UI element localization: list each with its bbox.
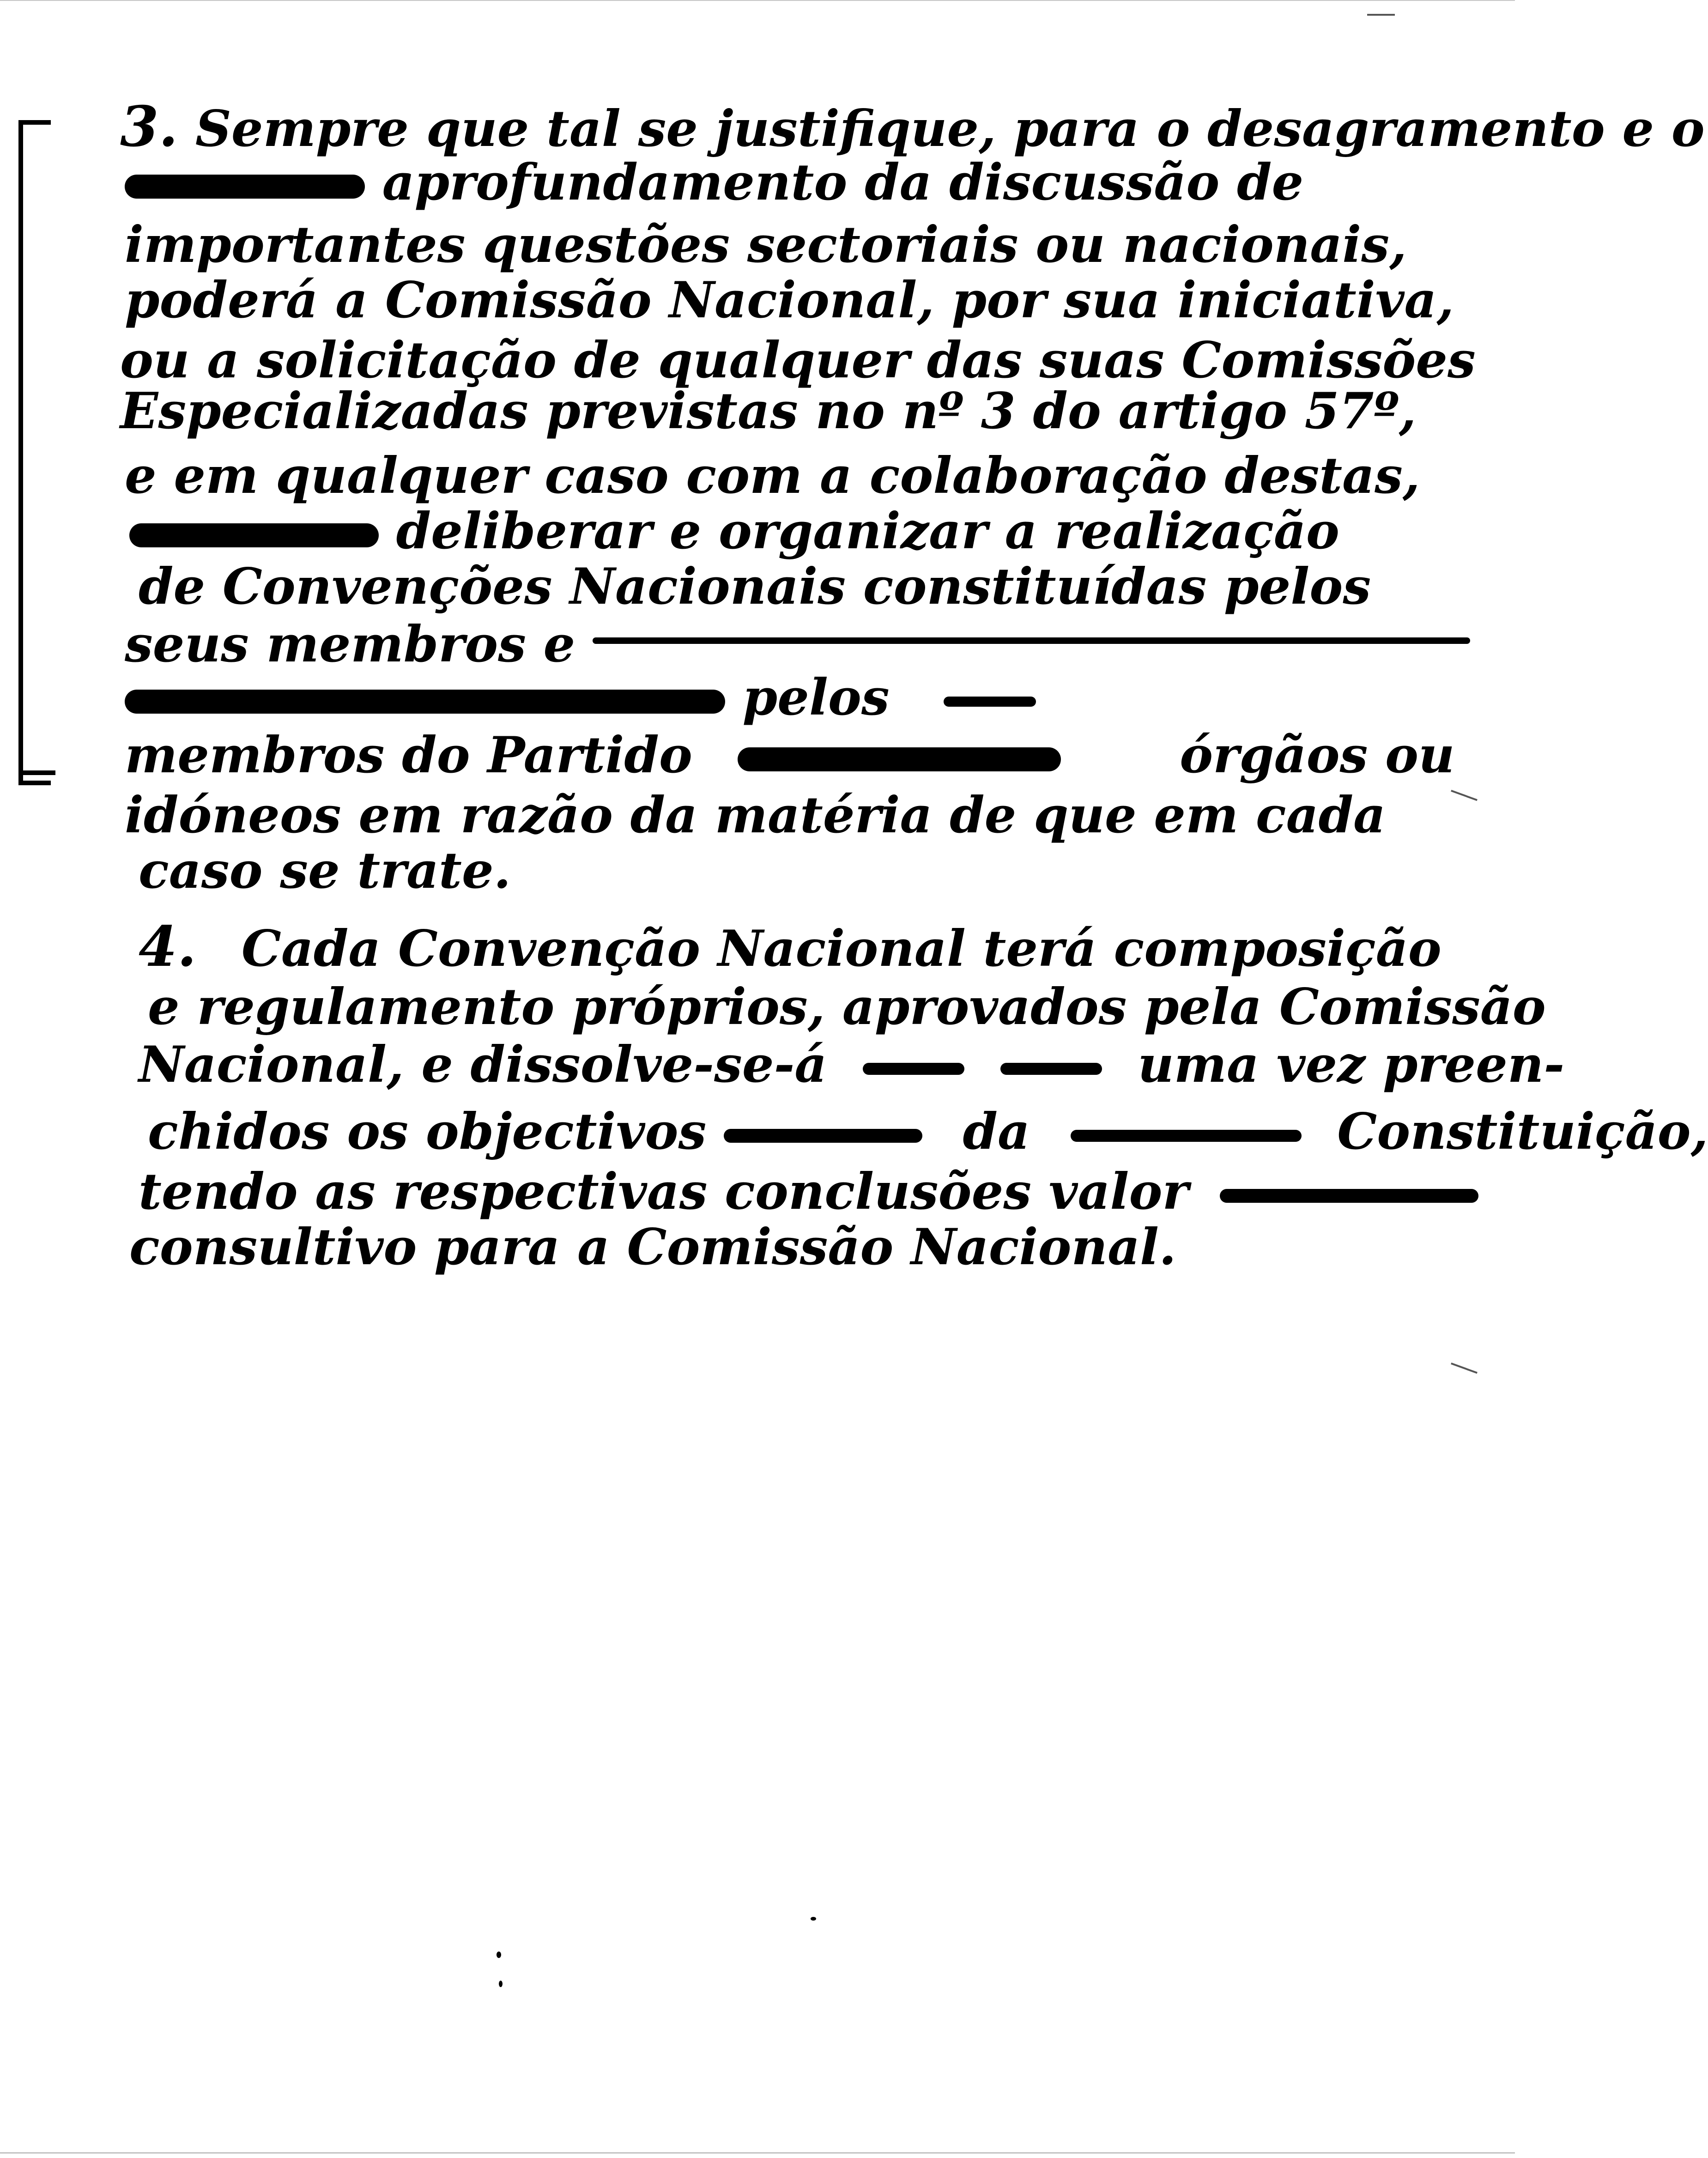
paragraph-4-line-2 [148,979,1546,1035]
margin-bracket-foot [18,770,55,775]
paragraph-3-line-5 [120,333,1476,388]
paragraph-3-text: importantes questões sectoriais ou nacionais, [125,216,1407,274]
margin-bracket [18,120,51,785]
strikethrough-blot [1000,1063,1102,1075]
strikethrough-blot [724,1129,922,1143]
strikethrough-line [593,637,1470,644]
paragraph-3-text: Sempre que tal se justifique, para o desagramento e o [195,100,1705,158]
paragraph-3-line-6 [120,383,1416,439]
paragraph-3-line-9 [139,559,1371,614]
paragraph-3-line-13 [125,788,1386,843]
paragraph-4-line-6 [129,1219,1176,1275]
scan-mark [1451,790,1478,801]
paragraph-3-line-8 [129,503,1339,559]
scan-speck [499,1981,503,1987]
strikethrough-blot [125,175,365,199]
paragraph-3-text: ou a solicitação de qualquer das suas Comissões [120,331,1476,389]
paragraph-3-text: aprofundamento da discussão de [382,153,1304,212]
paragraph-4-line-5 [139,1164,1478,1219]
paragraph-4-line-1 [139,914,1442,979]
paragraph-4-text: tendo as respectivas conclusões valor [139,1163,1189,1221]
strikethrough-blot [129,523,379,547]
paragraph-3-text: Especializadas previstas no nº 3 do artigo 57º, [120,382,1417,440]
scan-speck [811,1917,816,1921]
strikethrough-blot [738,747,1061,771]
paragraph-4-text: chidos os objectivos [148,1103,707,1161]
paragraph-4-text: Constituição, [1337,1103,1708,1161]
scan-mark [1451,1363,1478,1374]
scan-edge-bottom [0,2152,1515,2153]
paragraph-3-text: de Convenções Nacionais constituídas pelos [139,558,1371,616]
paragraph-4-line-4 [148,1104,1708,1159]
paragraph-3-text: deliberar e organizar a realização [396,502,1339,560]
strikethrough-blot [863,1063,964,1075]
paragraph-4-text: da [963,1103,1030,1161]
strikethrough-blot [1220,1189,1478,1203]
paragraph-3-text: órgãos ou [1180,726,1455,784]
strikethrough-blot [944,697,1036,707]
paragraph-3-line-3 [125,217,1407,273]
scan-speck [497,1952,501,1958]
paragraph-3-text: membros do Partido [125,726,692,784]
paragraph-4-line-3 [139,1037,1564,1092]
paragraph-3-line-1 [120,94,1705,159]
paragraph-3-text: pelos [742,668,890,727]
strikethrough-blot [1071,1130,1302,1142]
paragraph-3-line-4 [125,273,1454,328]
paragraph-4-text: uma vez preen- [1138,1036,1565,1094]
paragraph-3-text: seus membros e [125,615,575,673]
paragraph-4-number: 4. [139,914,197,979]
paragraph-3-line-11 [125,670,1036,725]
paragraph-3-text: e em qualquer caso com a colaboração destas, [125,447,1420,505]
paragraph-3-line-12 [125,727,1455,783]
scan-edge-top [0,0,1515,1]
paragraph-3-number: 3. [120,94,178,159]
paragraph-3-line-7 [125,448,1420,503]
paragraph-4-text: e regulamento próprios, aprovados pela Comissão [148,978,1546,1036]
strikethrough-blot [125,690,725,714]
paragraph-4-text: Nacional, e dissolve-se-á [139,1036,827,1094]
paragraph-3-line-10 [125,617,1470,672]
paragraph-3-text: idóneos em razão da matéria de que em cada [125,786,1386,844]
paragraph-4-text: Cada Convenção Nacional terá composição [241,920,1442,978]
paragraph-3-line-2 [125,155,1303,210]
scan-mark [1367,14,1395,16]
paragraph-3-line-14 [139,843,511,898]
paragraph-4-text: consultivo para a Comissão Nacional. [129,1218,1176,1276]
paragraph-3-text: caso se trate. [139,842,511,900]
paragraph-3-text: poderá a Comissão Nacional, por sua iniciativa, [125,271,1454,329]
